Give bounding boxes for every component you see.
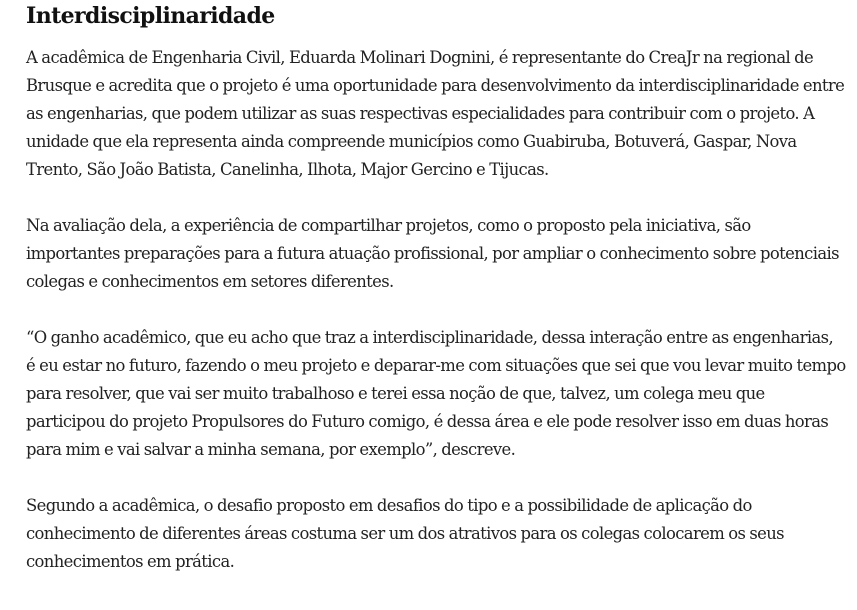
paragraph-4: Segundo a acadêmica, o desafio proposto em desafios do tipo e a possibilidade de aplicação do conhecimento de diferentes áreas costuma ser um dos atrativos para os colegas colocarem os seus conhecimentos em prática. — [26, 496, 784, 571]
paragraph-2: Na avaliação dela, a experiência de compartilhar projetos, como o proposto pela iniciativa, são importantes preparações para a futura atuação profissional, por ampliar o conhecimento sobre potenciais colegas e conhecimentos em setores diferentes. — [26, 216, 839, 291]
section-heading: Interdisciplinaridade — [26, 3, 275, 29]
article-body — [26, 0, 846, 576]
paragraph-1: A acadêmica de Engenharia Civil, Eduarda Molinari Dognini, é representante do CreaJr na regional de Brusque e acredita que o projeto é uma oportunidade para desenvolvimento da interdisciplinaridade entre as engenharias, que podem utilizar as suas respectivas especialidades para contribuir com o projeto. A unidade que ela representa ainda compreende municípios como Guabiruba, Botuverá, Gaspar, Nova Trento, São João Batista, Canelinha, Ilhota, Major Gercino e Tijucas. — [26, 48, 845, 179]
paragraph-3-quote: “O ganho acadêmico, que eu acho que traz a interdisciplinaridade, dessa interação entre as engenharias, é eu estar no futuro, fazendo o meu projeto e deparar-me com situações que sei que vou levar muito tempo para resolver, que vai ser muito trabalhoso e terei essa noção de que, talvez, um colega meu que participou do projeto Propulsores do Futuro comigo, é dessa área e ele pode resolver isso em duas horas para mim e vai salvar a minha semana, por exemplo”, descreve. — [26, 328, 846, 459]
